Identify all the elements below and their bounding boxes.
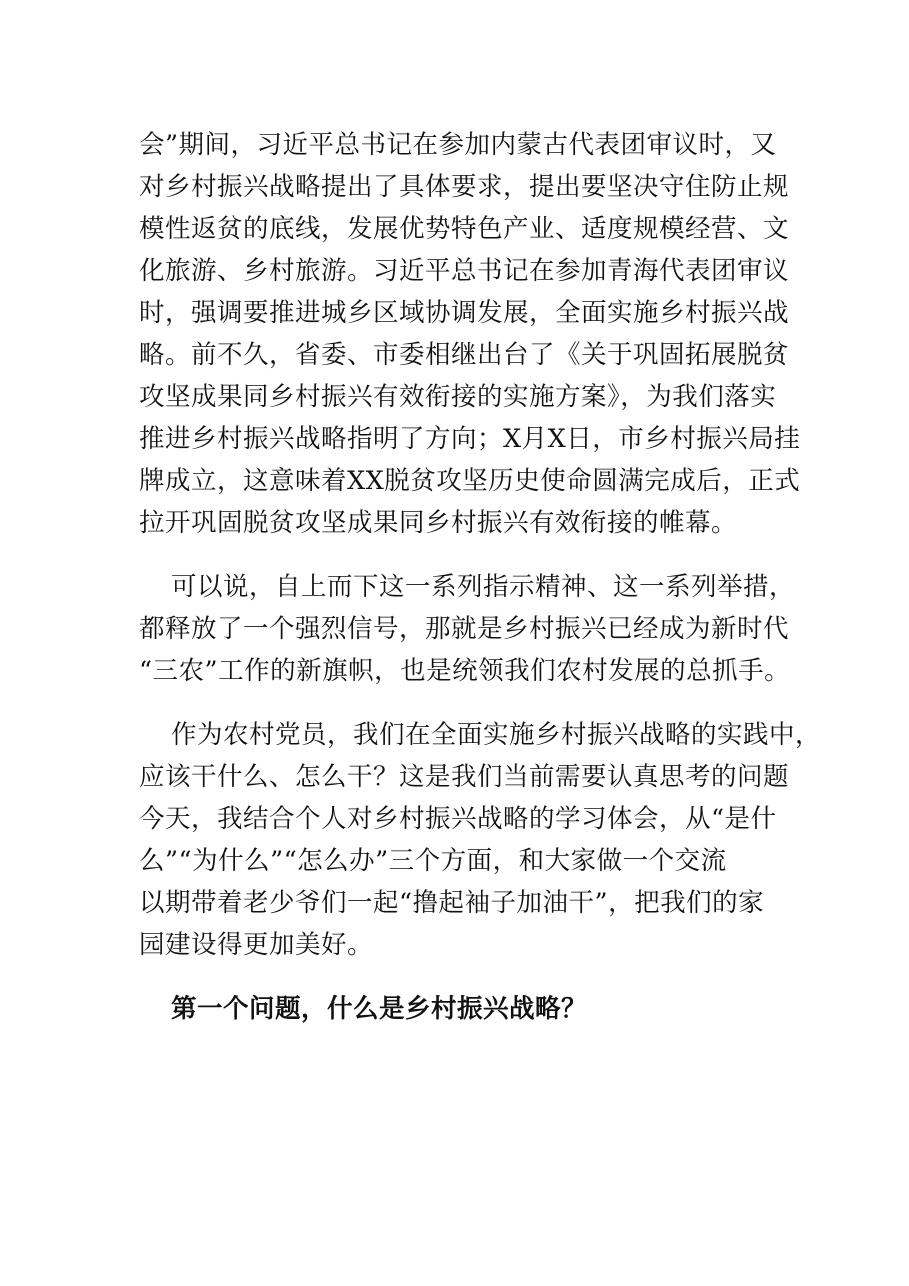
paragraph-1	[139, 124, 801, 544]
text-line: 推进乡村振兴战略指明了方向；X月X日，市乡村振兴局挂	[139, 424, 801, 454]
text-line: 模性返贫的底线，发展优势特色产业、适度规模经营、文	[139, 214, 790, 244]
section-heading: 第一个问题，什么是乡村振兴战略？	[171, 994, 588, 1024]
text-line: 化旅游、乡村旅游。习近平总书记在参加青海代表团审议	[139, 256, 790, 286]
paragraph-3	[139, 714, 822, 966]
text-line: 今天，我结合个人对乡村振兴战略的学习体会，从“是什	[139, 804, 777, 834]
text-line: 牌成立，这意味着XX脱贫攻坚历史使命圆满完成后，正式	[139, 466, 801, 496]
text-line: 都释放了一个强烈信号，那就是乡村振兴已经成为新时代	[139, 614, 790, 644]
paragraph-2	[139, 566, 796, 692]
text-line: 可以说，自上而下这一系列指示精神、这一系列举措，	[171, 572, 796, 602]
document-body	[139, 124, 822, 1030]
text-line: 拉开巩固脱贫攻坚成果同乡村振兴有效衔接的帷幕。	[139, 508, 738, 538]
text-line: 时，强调要推进城乡区域协调发展，全面实施乡村振兴战	[139, 298, 790, 328]
text-line: 园建设得更加美好。	[139, 930, 374, 960]
text-line: 对乡村振兴战略提出了具体要求，提出要坚决守住防止规	[139, 172, 790, 202]
text-line: “三农”工作的新旗帜，也是统领我们农村发展的总抓手。	[139, 656, 791, 686]
text-line: 以期带着老少爷们一起“撸起袖子加油干”，把我们的家	[139, 888, 765, 918]
text-line: 作为农村党员，我们在全面实施乡村振兴战略的实践中，	[171, 720, 822, 750]
text-line: 会”期间，习近平总书记在参加内蒙古代表团审议时，又	[139, 130, 777, 160]
text-line: 略。前不久，省委、市委相继出台了《关于巩固拓展脱贫	[139, 340, 790, 370]
text-line: 攻坚成果同乡村振兴有效衔接的实施方案》，为我们落实	[139, 382, 777, 412]
text-line: 应该干什么、怎么干？这是我们当前需要认真思考的问题	[139, 762, 790, 792]
text-line: 么”“为什么”“怎么办”三个方面，和大家做一个交流	[139, 846, 727, 876]
